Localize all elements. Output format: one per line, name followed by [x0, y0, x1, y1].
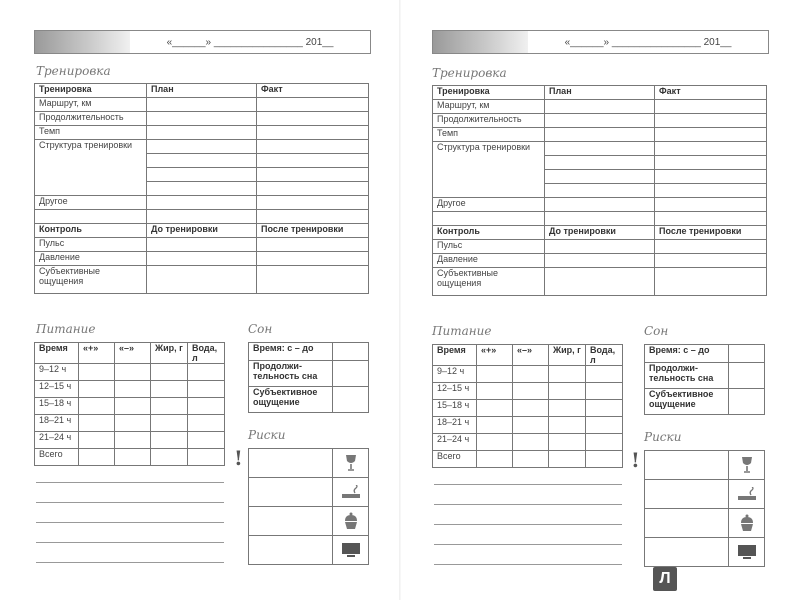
- nutr-cell[interactable]: [79, 398, 115, 415]
- cupcake-icon: [333, 507, 369, 536]
- nutrition-table: [432, 344, 623, 468]
- plan-cell[interactable]: [545, 184, 655, 198]
- nutr-cell[interactable]: [586, 417, 623, 434]
- fact-cell[interactable]: [257, 154, 369, 168]
- col-header-control: Контроль: [433, 226, 545, 240]
- risk-cell[interactable]: [249, 449, 333, 478]
- time-label: 18–21 ч: [35, 415, 79, 432]
- sleep-time-label: Время: с – до: [249, 343, 333, 361]
- nutr-cell[interactable]: [115, 449, 151, 466]
- col-header-water: Вода, л: [586, 345, 623, 366]
- blank-cell[interactable]: [433, 212, 545, 226]
- nutr-cell[interactable]: [513, 434, 549, 451]
- wine-glass-icon: [333, 449, 369, 478]
- fact-cell[interactable]: [257, 196, 369, 210]
- notes-line[interactable]: [36, 482, 224, 483]
- risks-table: [248, 448, 369, 565]
- nutr-cell[interactable]: [151, 449, 188, 466]
- nutrition-title: Питание: [36, 322, 96, 336]
- col-header-fat: Жир, г: [151, 343, 188, 364]
- notes-line[interactable]: [36, 502, 224, 503]
- fact-cell[interactable]: [655, 128, 767, 142]
- col-header-before: До тренировки: [545, 226, 655, 240]
- page-header: [34, 30, 371, 54]
- sleep-cell[interactable]: [729, 389, 765, 415]
- plan-cell[interactable]: [545, 128, 655, 142]
- blank-cell[interactable]: [35, 210, 147, 224]
- time-label: 9–12 ч: [35, 364, 79, 381]
- nutr-cell[interactable]: [477, 383, 513, 400]
- row-label-pressure: Давление: [35, 252, 147, 266]
- nutr-cell[interactable]: [115, 364, 151, 381]
- row-label-route: Маршрут, км: [35, 98, 147, 112]
- row-label-pace: Темп: [433, 128, 545, 142]
- nutr-cell[interactable]: [586, 434, 623, 451]
- row-label-structure: Структура тренировки: [35, 140, 147, 196]
- fact-cell[interactable]: [257, 168, 369, 182]
- before-cell[interactable]: [545, 254, 655, 268]
- fact-cell[interactable]: [257, 126, 369, 140]
- nutr-cell[interactable]: [151, 398, 188, 415]
- nutr-cell[interactable]: [513, 451, 549, 468]
- col-header-control: Контроль: [35, 224, 147, 238]
- nutr-cell[interactable]: [79, 381, 115, 398]
- nutr-cell[interactable]: [188, 449, 225, 466]
- row-label-other: Другое: [35, 196, 147, 210]
- risk-cell[interactable]: [249, 536, 333, 565]
- after-cell[interactable]: [257, 252, 369, 266]
- plan-cell[interactable]: [147, 168, 257, 182]
- col-header-plan: План: [147, 84, 257, 98]
- fact-cell[interactable]: [655, 142, 767, 156]
- fact-cell[interactable]: [655, 184, 767, 198]
- total-label: Всего: [433, 451, 477, 468]
- plan-cell[interactable]: [147, 140, 257, 154]
- row-label-structure: Структура тренировки: [433, 142, 545, 198]
- col-header-plus: «+»: [79, 343, 115, 364]
- exclamation-mark: !: [631, 448, 640, 472]
- risk-cell[interactable]: [645, 480, 729, 509]
- before-cell[interactable]: [545, 268, 655, 296]
- row-label-pulse: Пульс: [433, 240, 545, 254]
- sleep-feeling-label: Субъективное ощущение: [249, 387, 333, 413]
- col-header-time: Время: [433, 345, 477, 366]
- col-header-before: До тренировки: [147, 224, 257, 238]
- plan-cell[interactable]: [545, 114, 655, 128]
- nutr-cell[interactable]: [477, 400, 513, 417]
- sleep-duration-label: Продолжи-тельность сна: [645, 363, 729, 389]
- row-label-duration: Продолжительность: [35, 112, 147, 126]
- plan-cell[interactable]: [545, 100, 655, 114]
- fact-cell[interactable]: [655, 100, 767, 114]
- fact-cell[interactable]: [655, 198, 767, 212]
- header-gradient-bar: [433, 31, 528, 53]
- nutr-cell[interactable]: [477, 451, 513, 468]
- training-title: Тренировка: [36, 64, 111, 78]
- nutr-cell[interactable]: [586, 383, 623, 400]
- fact-cell[interactable]: [655, 170, 767, 184]
- after-cell[interactable]: [257, 238, 369, 252]
- nutr-cell[interactable]: [115, 432, 151, 449]
- nutr-cell[interactable]: [115, 398, 151, 415]
- risk-cell[interactable]: [645, 451, 729, 480]
- cupcake-icon: [729, 509, 765, 538]
- sleep-title: Сон: [644, 324, 669, 338]
- plan-cell[interactable]: [147, 210, 257, 224]
- col-header-after: После тренировки: [257, 224, 369, 238]
- header-gradient-bar: [35, 31, 130, 53]
- col-header-minus: «–»: [115, 343, 151, 364]
- plan-cell[interactable]: [147, 196, 257, 210]
- nutr-cell[interactable]: [151, 381, 188, 398]
- sleep-feeling-label: Субъективное ощущение: [645, 389, 729, 415]
- before-cell[interactable]: [147, 252, 257, 266]
- plan-cell[interactable]: [545, 212, 655, 226]
- col-header-minus: «–»: [513, 345, 549, 366]
- risks-table: [644, 450, 765, 567]
- risk-cell[interactable]: [645, 509, 729, 538]
- cigarette-icon: [333, 478, 369, 507]
- nutr-cell[interactable]: [513, 400, 549, 417]
- tv-icon: [333, 536, 369, 565]
- row-label-pulse: Пульс: [35, 238, 147, 252]
- risks-title: Риски: [644, 430, 682, 444]
- nutr-cell[interactable]: [549, 400, 586, 417]
- col-header-fact: Факт: [655, 86, 767, 100]
- training-table: [34, 83, 369, 294]
- fact-cell[interactable]: [257, 140, 369, 154]
- sleep-cell[interactable]: [333, 361, 369, 387]
- notes-line[interactable]: [434, 484, 622, 485]
- col-header-training: Тренировка: [35, 84, 147, 98]
- col-header-plan: План: [545, 86, 655, 100]
- nutr-cell[interactable]: [115, 415, 151, 432]
- sleep-cell[interactable]: [333, 387, 369, 413]
- time-label: 21–24 ч: [35, 432, 79, 449]
- col-header-time: Время: [35, 343, 79, 364]
- sleep-table: [248, 342, 369, 413]
- nutr-cell[interactable]: [549, 417, 586, 434]
- before-cell[interactable]: [147, 238, 257, 252]
- row-label-route: Маршрут, км: [433, 100, 545, 114]
- after-cell[interactable]: [257, 266, 369, 294]
- right-page: [400, 0, 800, 600]
- nutr-cell[interactable]: [549, 366, 586, 383]
- fact-cell[interactable]: [257, 98, 369, 112]
- nutr-cell[interactable]: [188, 381, 225, 398]
- plan-cell[interactable]: [147, 98, 257, 112]
- after-cell[interactable]: [655, 240, 767, 254]
- nutr-cell[interactable]: [477, 417, 513, 434]
- notes-line[interactable]: [434, 524, 622, 525]
- notes-line[interactable]: [36, 562, 224, 563]
- nutr-cell[interactable]: [477, 366, 513, 383]
- col-header-after: После тренировки: [655, 226, 767, 240]
- nutr-cell[interactable]: [188, 432, 225, 449]
- notes-line[interactable]: [434, 564, 622, 565]
- training-title: Тренировка: [432, 66, 507, 80]
- row-label-feelings: Субъективные ощущения: [433, 268, 545, 296]
- fact-cell[interactable]: [655, 156, 767, 170]
- sleep-cell[interactable]: [729, 345, 765, 363]
- nutr-cell[interactable]: [79, 449, 115, 466]
- plan-cell[interactable]: [545, 156, 655, 170]
- nutr-cell[interactable]: [586, 366, 623, 383]
- col-header-fact: Факт: [257, 84, 369, 98]
- notes-line[interactable]: [434, 544, 622, 545]
- time-label: 15–18 ч: [35, 398, 79, 415]
- after-cell[interactable]: [655, 254, 767, 268]
- fact-cell[interactable]: [655, 212, 767, 226]
- nutr-cell[interactable]: [151, 432, 188, 449]
- risks-title: Риски: [248, 428, 286, 442]
- time-label: 9–12 ч: [433, 366, 477, 383]
- nutr-cell[interactable]: [188, 364, 225, 381]
- nutr-cell[interactable]: [513, 383, 549, 400]
- nutr-cell[interactable]: [513, 417, 549, 434]
- fact-cell[interactable]: [655, 114, 767, 128]
- col-header-plus: «+»: [477, 345, 513, 366]
- nutr-cell[interactable]: [549, 434, 586, 451]
- before-cell[interactable]: [147, 266, 257, 294]
- after-cell[interactable]: [655, 268, 767, 296]
- time-label: 18–21 ч: [433, 417, 477, 434]
- risk-cell[interactable]: [249, 478, 333, 507]
- nutr-cell[interactable]: [151, 364, 188, 381]
- nutr-cell[interactable]: [188, 415, 225, 432]
- col-header-fat: Жир, г: [549, 345, 586, 366]
- publisher-logo: Л: [653, 567, 677, 591]
- notes-line[interactable]: [36, 542, 224, 543]
- nutr-cell[interactable]: [79, 432, 115, 449]
- sleep-time-label: Время: с – до: [645, 345, 729, 363]
- plan-cell[interactable]: [545, 142, 655, 156]
- row-label-pace: Темп: [35, 126, 147, 140]
- time-label: 21–24 ч: [433, 434, 477, 451]
- sleep-cell[interactable]: [333, 343, 369, 361]
- row-label-pressure: Давление: [433, 254, 545, 268]
- plan-cell[interactable]: [545, 170, 655, 184]
- sleep-title: Сон: [248, 322, 273, 336]
- time-label: 12–15 ч: [433, 383, 477, 400]
- row-label-other: Другое: [433, 198, 545, 212]
- nutr-cell[interactable]: [188, 398, 225, 415]
- nutr-cell[interactable]: [549, 451, 586, 468]
- page-header: [432, 30, 769, 54]
- nutr-cell[interactable]: [79, 415, 115, 432]
- nutr-cell[interactable]: [586, 400, 623, 417]
- sleep-table: [644, 344, 765, 415]
- plan-cell[interactable]: [147, 182, 257, 196]
- cigarette-icon: [729, 480, 765, 509]
- plan-cell[interactable]: [545, 198, 655, 212]
- fact-cell[interactable]: [257, 210, 369, 224]
- sleep-duration-label: Продолжи-тельность сна: [249, 361, 333, 387]
- date-line: «______» ________________ 201__: [166, 36, 334, 48]
- fact-cell[interactable]: [257, 182, 369, 196]
- col-header-training: Тренировка: [433, 86, 545, 100]
- nutrition-title: Питание: [432, 324, 492, 338]
- nutr-cell[interactable]: [79, 364, 115, 381]
- time-label: 12–15 ч: [35, 381, 79, 398]
- total-label: Всего: [35, 449, 79, 466]
- sleep-cell[interactable]: [729, 363, 765, 389]
- col-header-water: Вода, л: [188, 343, 225, 364]
- tv-icon: [729, 538, 765, 567]
- wine-glass-icon: [729, 451, 765, 480]
- time-label: 15–18 ч: [433, 400, 477, 417]
- nutr-cell[interactable]: [549, 383, 586, 400]
- row-label-duration: Продолжительность: [433, 114, 545, 128]
- plan-cell[interactable]: [147, 126, 257, 140]
- date-line: «______» ________________ 201__: [564, 36, 732, 48]
- nutr-cell[interactable]: [513, 366, 549, 383]
- nutr-cell[interactable]: [586, 451, 623, 468]
- training-table: [432, 85, 767, 296]
- nutr-cell[interactable]: [115, 381, 151, 398]
- before-cell[interactable]: [545, 240, 655, 254]
- row-label-feelings: Субъективные ощущения: [35, 266, 147, 294]
- risk-cell[interactable]: [645, 538, 729, 567]
- plan-cell[interactable]: [147, 154, 257, 168]
- exclamation-mark: !: [234, 446, 243, 470]
- fact-cell[interactable]: [257, 112, 369, 126]
- nutr-cell[interactable]: [151, 415, 188, 432]
- plan-cell[interactable]: [147, 112, 257, 126]
- notes-line[interactable]: [36, 522, 224, 523]
- nutr-cell[interactable]: [477, 434, 513, 451]
- risk-cell[interactable]: [249, 507, 333, 536]
- nutrition-table: [34, 342, 225, 466]
- notes-line[interactable]: [434, 504, 622, 505]
